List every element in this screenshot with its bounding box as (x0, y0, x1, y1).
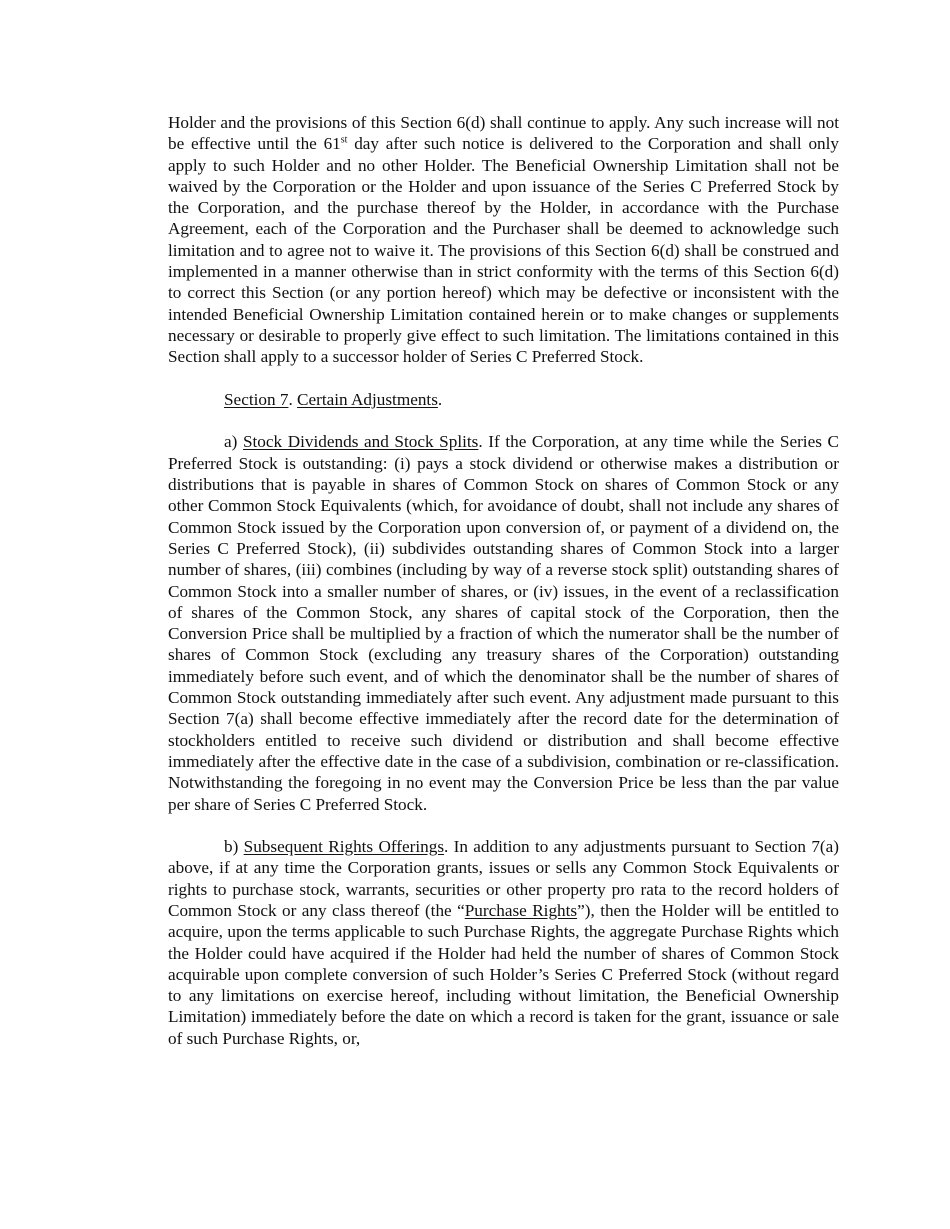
continuation-paragraph (168, 112, 839, 368)
purchase-rights-term: Purchase Rights (464, 900, 578, 920)
paragraph-b-body-2: ”), then the Holder will be entitled to acquire, upon the terms applicable to such Purchase Rights, the aggregate Purchase Rights which the Holder could have acquired if the Holder had held the number of shares of Common Stock acquirable upon complete conversion of such Holder’s Series C Preferred Stock (without regard to any limitations on exercise hereof, including without limitation, the Beneficial Ownership Limitation) immediately before the date on which a record is taken for the grant, issuance or sale of such Purchase Rights, or, (168, 900, 839, 1048)
continuation-text-start: Holder and the provisions of this Section 6(d) shall continue to apply. Any such increase will not be effective until the 61 (168, 113, 839, 154)
paragraph-a (168, 431, 839, 814)
document-body (168, 112, 839, 1049)
continuation-text-end: day after such notice is delivered to the Corporation and shall only apply to such Holder and no other Holder. The Beneficial Ownership Limitation shall not be waived by the Corporation or the Holder and upon issuance of the Series C Preferred Stock by the Corporation, and the purchase thereof by the Holder, in accordance with the Purchase Agreement, each of the Corporation and the Purchaser shall be deemed to acknowledge such limitation and to agree not to waive it. The provisions of this Section 6(d) shall be construed and implemented in a manner otherwise than in strict conformity with the terms of this Section 6(d) to correct this Section (or any portion hereof) which may be defective or inconsistent with the intended Beneficial Ownership Limitation contained herein or to make changes or supplements necessary or desirable to properly give effect to such limitation. The limitations contained in this Section shall apply to a successor holder of Series C Preferred Stock. (168, 134, 840, 367)
paragraph-a-body: . If the Corporation, at any time while the Series C Preferred Stock is outstanding: (i) pays a stock dividend or otherwise makes a distribution or distributions that is payable in shares of Common Stock on shares of Common Stock or any other Common Stock Equivalents (which, for avoidance of doubt, shall not include any shares of Common Stock issued by the Corporation upon conversion of, or payment of a dividend on, the Series C Preferred Stock), (ii) subdivides outstanding shares of Common Stock into a larger number of shares, (iii) combines (including by way of a reverse stock split) outstanding shares of Common Stock into a smaller number of shares, or (iv) issues, in the event of a reclassification of shares of the Common Stock, any shares of capital stock of the Corporation, then the Conversion Price shall be multiplied by a fraction of which the numerator shall be the number of shares of Common Stock (excluding any treasury shares of the Corporation) outstanding immediately before such event, and of which the denominator shall be the number of shares of Common Stock outstanding immediately after such event. Any adjustment made pursuant to this Section 7(a) shall become effective immediately after the record date for the determination of stockholders entitled to receive such dividend or distribution and shall become effective immediately after the effective date in the case of a subdivision, combination or re-classification. Notwithstanding the foregoing in no event may the Conversion Price be less than the par value per share of Series C Preferred Stock. (168, 432, 839, 814)
ordinal-superscript: st (340, 134, 348, 146)
paragraph-a-heading: Stock Dividends and Stock Splits (242, 432, 479, 452)
paragraph-b-heading: Subsequent Rights Offerings (243, 837, 445, 857)
section-7-heading (168, 389, 839, 410)
section-number: Section 7 (224, 389, 289, 409)
section-end: . (437, 389, 443, 409)
paragraph-a-prefix: a) (224, 432, 243, 452)
section-separator: . (288, 389, 298, 409)
paragraph-b-body-1: . In addition to any adjustments pursuant to Section 7(a) above, if at any time the Corporation grants, issues or sells any Common Stock Equivalents or rights to purchase stock, warrants, securities or other property pro rata to the record holders of Common Stock or any class thereof (the “ (168, 837, 839, 920)
paragraph-b (168, 836, 839, 1049)
section-title: Certain Adjustments (297, 389, 438, 409)
paragraph-b-prefix: b) (224, 837, 244, 857)
